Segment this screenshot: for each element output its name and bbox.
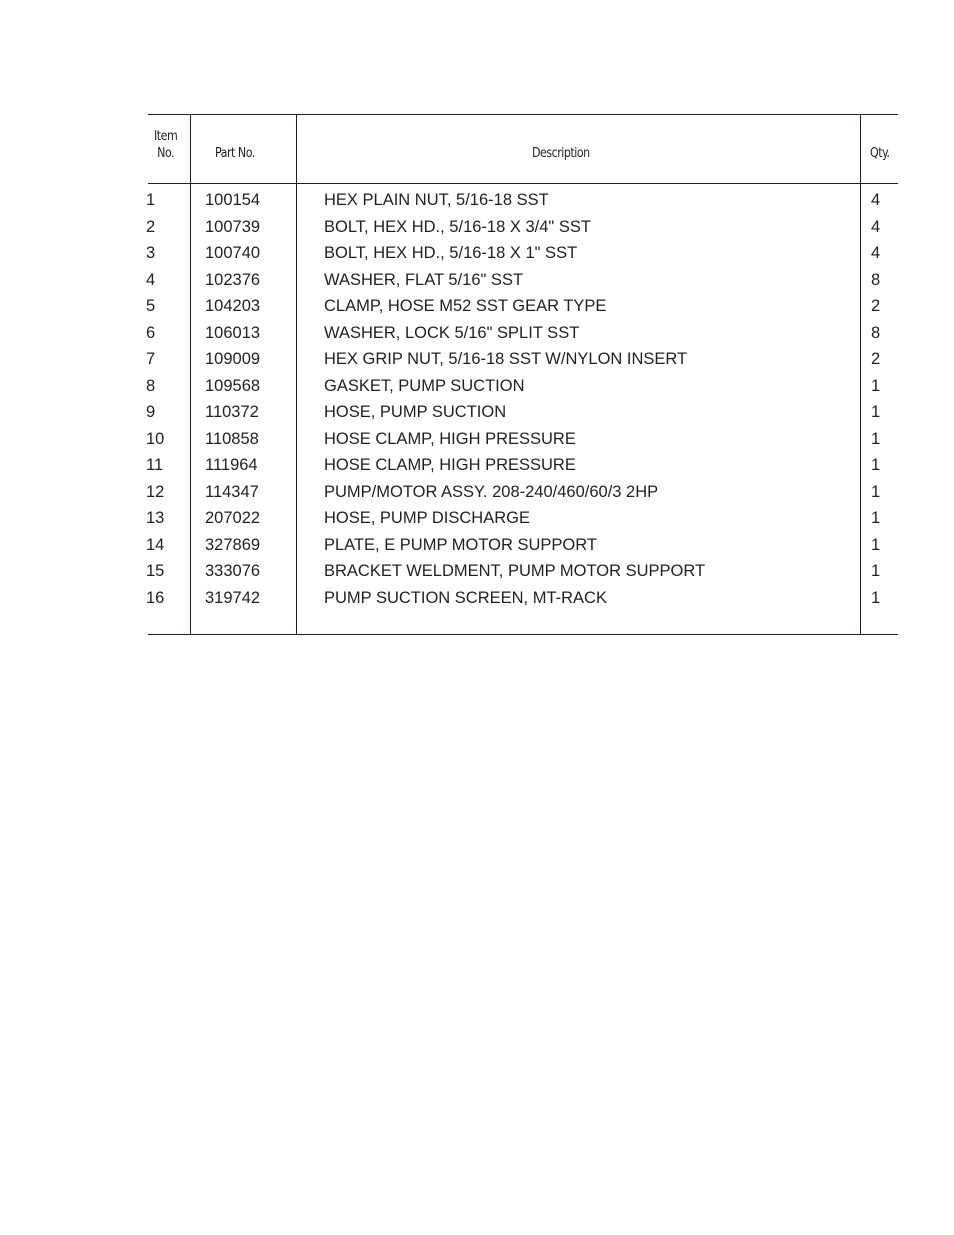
description-cell: HOSE CLAMP, HIGH PRESSURE [324, 456, 576, 474]
part-number-cell: 110858 [205, 429, 259, 448]
item-number-cell: 3 [146, 244, 156, 262]
quantity-cell: 8 [871, 270, 881, 289]
header-description: Description [532, 145, 590, 161]
quantity-cell: 1 [871, 456, 881, 474]
table-row [148, 455, 898, 482]
description-cell: BRACKET WELDMENT, PUMP MOTOR SUPPORT [324, 562, 706, 580]
description-cell: CLAMP, HOSE M52 SST GEAR TYPE [324, 297, 607, 315]
item-number-cell: 6 [146, 323, 156, 342]
description-cell: HEX PLAIN NUT, 5/16-18 SST [324, 191, 549, 209]
quantity-cell: 1 [871, 535, 881, 554]
item-number-cell: 5 [146, 297, 156, 315]
quantity-cell: 1 [871, 429, 881, 448]
description-cell: HOSE, PUMP SUCTION [324, 403, 507, 421]
quantity-cell: 2 [871, 297, 881, 315]
table-row [148, 376, 898, 403]
part-number-cell: 319742 [205, 588, 261, 607]
item-number-cell: 15 [146, 562, 165, 580]
part-number-cell: 102376 [205, 270, 261, 289]
quantity-cell: 8 [871, 323, 881, 342]
description-cell: PUMP SUCTION SCREEN, MT-RACK [324, 588, 607, 607]
description-cell: HOSE CLAMP, HIGH PRESSURE [324, 429, 576, 448]
quantity-cell: 1 [871, 482, 881, 501]
quantity-cell: 2 [871, 350, 881, 368]
header-item-no: Item No. [154, 128, 178, 161]
part-number-cell: 327869 [205, 535, 261, 554]
description-cell: PUMP/MOTOR ASSY. 208-240/460/60/3 2HP [324, 482, 659, 501]
table-row [148, 429, 898, 456]
item-number-cell: 8 [146, 376, 156, 395]
description-cell: WASHER, LOCK 5/16" SPLIT SST [324, 323, 580, 342]
item-number-cell: 16 [146, 588, 165, 607]
part-number-cell: 111964 [205, 456, 258, 474]
part-number-cell: 109009 [205, 350, 261, 368]
part-number-cell: 104203 [205, 297, 261, 315]
part-number-cell: 109568 [205, 376, 261, 395]
table-row [148, 270, 898, 297]
header-divider [148, 183, 898, 184]
header-part-no: Part No. [215, 145, 255, 161]
table-body [148, 190, 898, 614]
item-number-cell: 4 [146, 270, 156, 289]
description-cell: HOSE, PUMP DISCHARGE [324, 509, 530, 527]
table-row [148, 402, 898, 429]
quantity-cell: 4 [871, 191, 881, 209]
description-cell: HEX GRIP NUT, 5/16-18 SST W/NYLON INSERT [324, 350, 688, 368]
part-number-cell: 207022 [205, 509, 261, 527]
part-number-cell: 114347 [205, 482, 259, 501]
part-number-cell: 110372 [205, 403, 259, 421]
table-row [148, 561, 898, 588]
part-number-cell: 100739 [205, 217, 261, 236]
item-number-cell: 9 [146, 403, 156, 421]
description-cell: BOLT, HEX HD., 5/16-18 X 3/4" SST [324, 217, 591, 236]
quantity-cell: 1 [871, 562, 881, 580]
quantity-cell: 1 [871, 588, 881, 607]
quantity-cell: 1 [871, 376, 881, 395]
quantity-cell: 4 [871, 244, 881, 262]
header-qty: Qty. [870, 145, 890, 161]
item-number-cell: 14 [146, 535, 165, 554]
quantity-cell: 1 [871, 403, 881, 421]
item-number-cell: 10 [146, 429, 165, 448]
table-row [148, 323, 898, 350]
description-cell: WASHER, FLAT 5/16" SST [324, 270, 524, 289]
item-number-cell: 11 [146, 456, 164, 474]
table-row [148, 243, 898, 270]
table-row [148, 217, 898, 244]
table-row [148, 482, 898, 509]
table-row [148, 508, 898, 535]
item-number-cell: 7 [146, 350, 156, 368]
description-cell: GASKET, PUMP SUCTION [324, 376, 525, 395]
part-number-cell: 106013 [205, 323, 261, 342]
item-number-cell: 13 [146, 509, 165, 527]
description-cell: BOLT, HEX HD., 5/16-18 X 1" SST [324, 244, 578, 262]
table-row [148, 588, 898, 615]
table-row [148, 535, 898, 562]
item-number-cell: 12 [146, 482, 165, 501]
table-row [148, 296, 898, 323]
item-number-cell: 1 [146, 191, 156, 209]
part-number-cell: 100740 [205, 244, 261, 262]
description-cell: PLATE, E PUMP MOTOR SUPPORT [324, 535, 597, 554]
quantity-cell: 1 [871, 509, 881, 527]
parts-list-table [148, 114, 898, 635]
part-number-cell: 100154 [205, 191, 261, 209]
quantity-cell: 4 [871, 217, 881, 236]
table-row [148, 349, 898, 376]
item-number-cell: 2 [146, 217, 156, 236]
part-number-cell: 333076 [205, 562, 261, 580]
table-row [148, 190, 898, 217]
